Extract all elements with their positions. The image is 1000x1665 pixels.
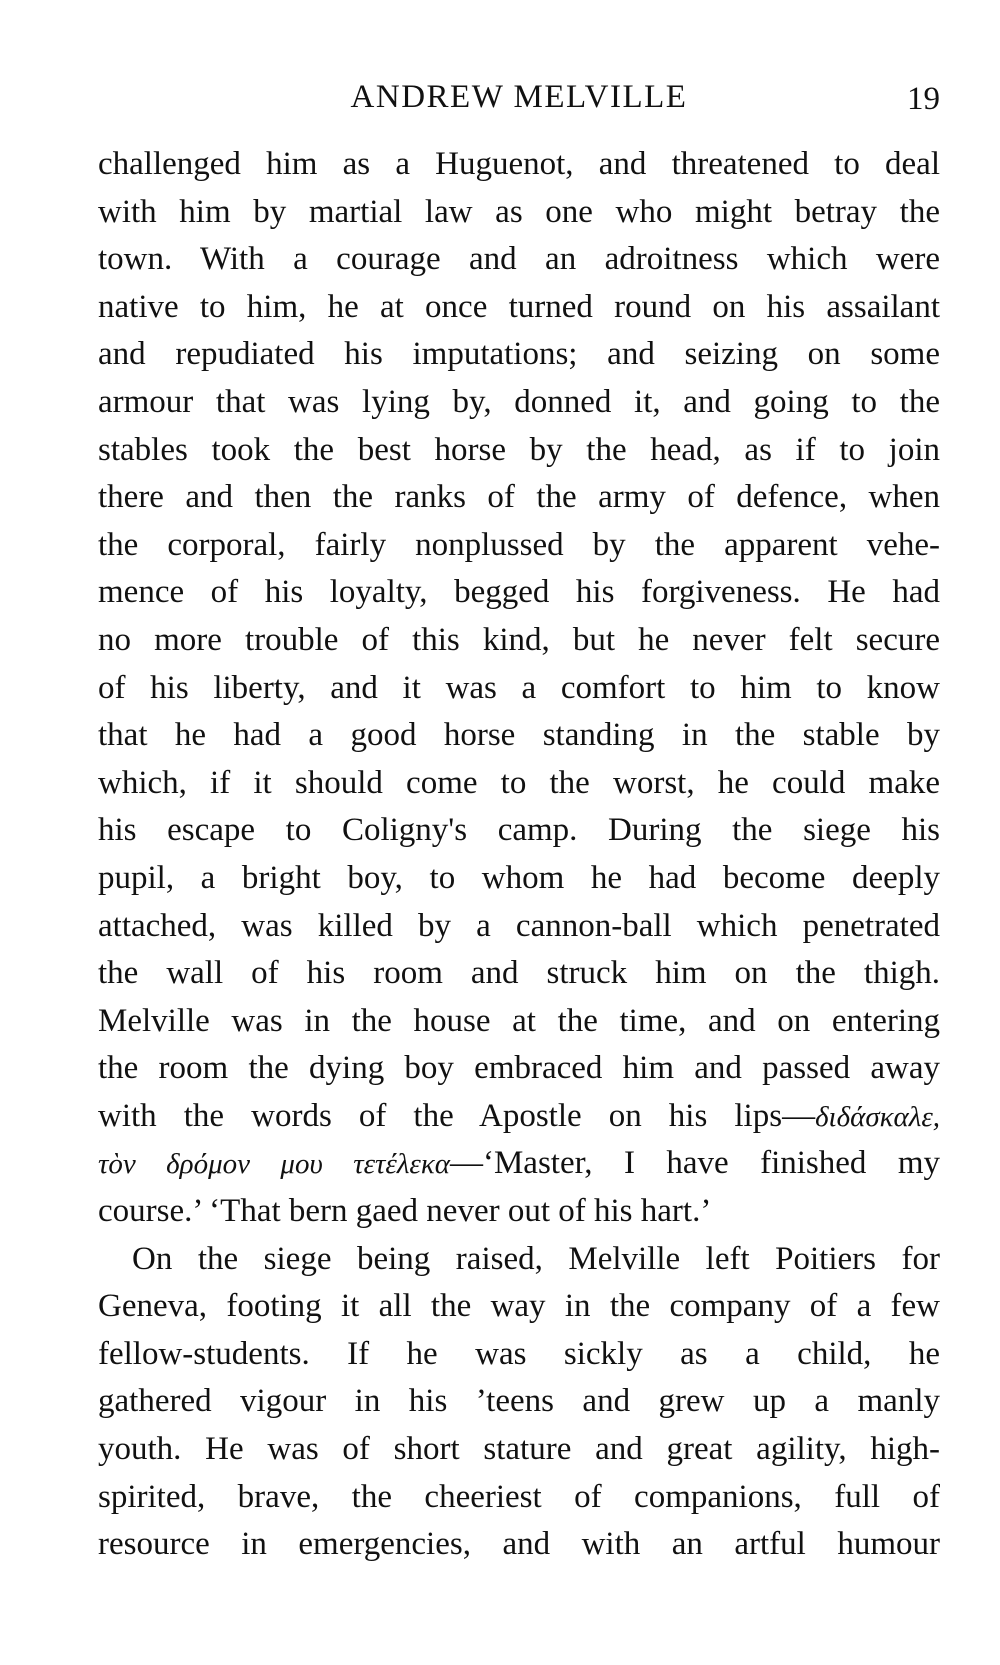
text-line: challenged him as a Huguenot, and threatened to deal: [98, 146, 940, 182]
text-line: course.’ ‘That bern gaed never out of his hart.’: [98, 1193, 712, 1230]
text-line: that he had a good horse standing in the stable by: [98, 717, 940, 754]
text-line: attached, was killed by a cannon-ball which penetrated: [98, 907, 940, 944]
text-line: which, if it should come to the worst, he could make: [98, 764, 940, 801]
page-number: 19: [907, 81, 940, 117]
text-line: Melville was in the house at the time, and on entering: [98, 1002, 940, 1039]
paragraph-2: [98, 1236, 940, 1569]
text-line: town. With a courage and an adroitness which were: [98, 241, 940, 278]
text-line: there and then the ranks of the army of defence, when: [98, 479, 940, 516]
text-line: the corporal, fairly nonplussed by the apparent vehe-: [98, 526, 940, 563]
text-line: his escape to Coligny's camp. During the siege his: [98, 812, 940, 849]
greek-text: διδάσκαλε,: [815, 1100, 940, 1133]
text-line: with him by martial law as one who might betray the: [98, 193, 940, 230]
paragraph-1: [98, 141, 940, 1236]
text-line: [98, 1140, 940, 1188]
text-line: resource in emergencies, and with an artful humour: [98, 1526, 940, 1563]
text-line: armour that was lying by, donned it, and going to the: [98, 383, 940, 420]
text-line: the wall of his room and struck him on the thigh.: [98, 955, 940, 992]
text-segment: with the words of the Apostle on his lips—: [98, 1097, 816, 1134]
greek-text: τὸν δρόμον μου τετέλεκα: [98, 1148, 450, 1181]
text-line: fellow-students. If he was sickly as a child, he: [98, 1335, 940, 1372]
body-text: [98, 141, 940, 1569]
text-line: pupil, a bright boy, to whom he had become deeply: [98, 859, 940, 896]
text-line: stables took the best horse by the head, as if to join: [98, 431, 940, 468]
text-line: native to him, he at once turned round on his assailant: [98, 288, 940, 325]
running-title: ANDREW MELVILLE: [350, 79, 688, 115]
text-line: On the siege being raised, Melville left Poitiers for: [132, 1240, 940, 1277]
text-line: mence of his loyalty, begged his forgiveness. He had: [98, 574, 940, 611]
running-header: [98, 72, 940, 122]
text-line: youth. He was of short stature and great agility, high-: [98, 1431, 940, 1468]
text-line: Geneva, footing it all the way in the company of a few: [98, 1288, 940, 1325]
text-segment: —‘Master, I have finished my: [449, 1145, 940, 1182]
text-line: [98, 1093, 940, 1141]
text-line: spirited, brave, the cheeriest of companions, full of: [98, 1478, 940, 1515]
text-line: and repudiated his imputations; and seizing on some: [98, 336, 940, 373]
text-line: the room the dying boy embraced him and passed away: [98, 1050, 940, 1087]
text-line: gathered vigour in his ’teens and grew up a manly: [98, 1383, 940, 1420]
text-line: no more trouble of this kind, but he never felt secure: [98, 621, 940, 658]
text-line: of his liberty, and it was a comfort to him to know: [98, 669, 940, 706]
